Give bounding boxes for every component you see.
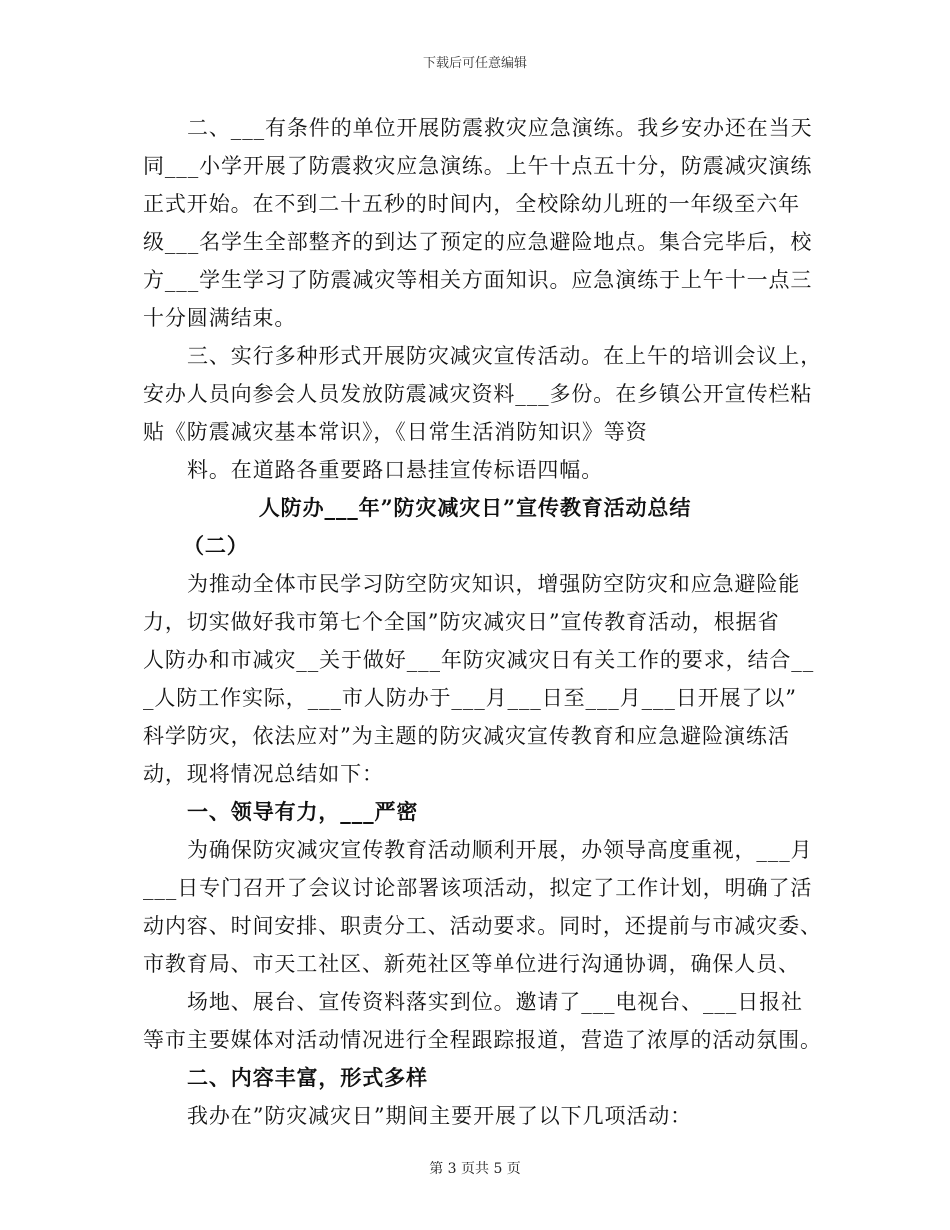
paragraph-line: 三、实行多种形式开展防灾减灾宣传活动。在上午的培训会议上， xyxy=(187,344,823,368)
paragraph-line: 人防办和市减灾__关于做好___年防灾减灾日有关工作的要求，结合__ xyxy=(143,648,815,672)
paragraph-line: 动内容、时间安排、职责分工、活动要求。同时，还提前与市减灾委、 xyxy=(143,914,822,938)
paragraph-line: 场地、展台、宣传资料落实到位。邀请了___电视台、___日报社 xyxy=(187,990,803,1014)
paragraph-line: 我办在”防灾减灾日”期间主要开展了以下几项活动： xyxy=(187,1104,693,1128)
paragraph-line: 同___小学开展了防震救灾应急演练。上午十点五十分，防震减灾演练 xyxy=(143,154,813,178)
paragraph-line: 贴《防震减灾基本常识》，《日常生活消防知识》等资 xyxy=(143,420,648,444)
paragraph-line: 正式开始。在不到二十五秒的时间内，全校除幼儿班的一年级至六年 xyxy=(143,192,800,216)
paragraph-line: 十分圆满结束。 xyxy=(143,306,297,330)
page-footer: 第 3 页共 5 页 xyxy=(429,1161,521,1177)
page-header: 下载后可任意编辑 xyxy=(422,56,527,71)
paragraph-line: 料。在道路各重要路口悬挂宣传标语四幅。 xyxy=(187,458,604,482)
paragraph-line: 科学防灾，依法应对”为主题的防灾减灾宣传教育和应急避险演练活 xyxy=(143,724,790,748)
paragraph-line: 力，切实做好我市第七个全国”防灾减灾日”宣传教育活动，根据省 xyxy=(143,610,780,634)
paragraph-line: _人防工作实际，___市人防办于___月___日至___月___日开展了以” xyxy=(143,686,797,710)
paragraph-line: 动，现将情况总结如下： xyxy=(143,762,384,786)
paragraph-line: ___日专门召开了会议讨论部署该项活动，拟定了工作计划，明确了活 xyxy=(143,876,813,900)
section-heading: 二、内容丰富，形式多样 xyxy=(187,1065,428,1090)
document-title: 人防办___年”防灾减灾日”宣传教育活动总结 xyxy=(258,495,692,520)
paragraph-line: 市教育局、市天工社区、新苑社区等单位进行沟通协调，确保人员、 xyxy=(143,952,800,976)
paragraph-line: 方___学生学习了防震减灾等相关方面知识。应急演练于上午十一点三 xyxy=(143,268,813,292)
paragraph-line: 等市主要媒体对活动情况进行全程跟踪报道，营造了浓厚的活动氛围。 xyxy=(143,1028,822,1052)
section-heading: 一、领导有力，___严密 xyxy=(187,799,419,824)
paragraph-line: 二、___有条件的单位开展防震救灾应急演练。我乡安办还在当天 xyxy=(187,116,813,140)
paragraph-line: 为推动全体市民学习防空防灾知识，增强防空防灾和应急避险能 xyxy=(187,572,801,596)
document-subtitle: （二） xyxy=(183,533,249,558)
paragraph-line: 安办人员向参会人员发放防震减灾资料___多份。在乡镇公开宣传栏粘 xyxy=(143,382,813,406)
paragraph-line: 级___名学生全部整齐的到达了预定的应急避险地点。集合完毕后，校 xyxy=(143,230,813,254)
paragraph-line: 为确保防灾减灾宣传教育活动顺利开展，办领导高度重视，___月 xyxy=(187,838,813,862)
